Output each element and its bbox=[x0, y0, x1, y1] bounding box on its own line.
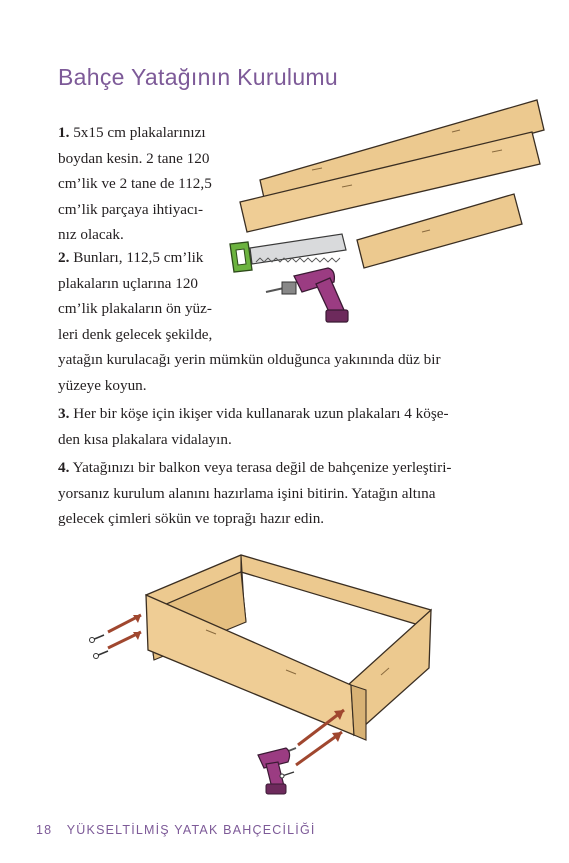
step-line: cm’lik ve 2 tane de 112,5 bbox=[58, 175, 212, 192]
step-line: Yatağınızı bir balkon veya terasa değil de bahçenize yerleştiri- bbox=[72, 459, 452, 476]
wood-plank bbox=[357, 194, 522, 268]
power-drill-icon bbox=[258, 748, 296, 794]
step-line: den kısa plakalara vidalayın. bbox=[58, 430, 232, 448]
step-number: 2. bbox=[58, 249, 70, 266]
page-number: 18 bbox=[36, 823, 53, 837]
step-2 bbox=[58, 245, 223, 347]
step-2-continued bbox=[58, 347, 472, 398]
page-title: Bahçe Yatağının Kurulumu bbox=[58, 64, 338, 90]
step-line: plakaların uçlarına 120 bbox=[58, 274, 199, 292]
book-title: YÜKSELTİLMİŞ YATAK BAHÇECİLİĞİ bbox=[66, 823, 316, 837]
step-line: cm’lik parçaya ihtiyacı- bbox=[58, 200, 204, 218]
step-number: 3. bbox=[58, 405, 70, 422]
step-number: 4. bbox=[58, 459, 70, 476]
step-line: Her bir köşe için ikişer vida kullanarak uzun plakaları 4 köşe- bbox=[73, 405, 449, 422]
step-3 bbox=[58, 401, 472, 452]
step-4 bbox=[58, 455, 472, 532]
step-line: leri denk gelecek şekilde, bbox=[58, 325, 213, 343]
raised-bed-frame-illustration bbox=[86, 550, 446, 800]
step-line: 5x15 cm plakalarınızı bbox=[73, 124, 206, 141]
step-line: yüzeye koyun. bbox=[58, 376, 147, 394]
screw-arrows-left bbox=[90, 615, 142, 659]
step-line: nız olacak. bbox=[58, 226, 124, 243]
step-line: gelecek çimleri sökün ve toprağı hazır edin. bbox=[58, 510, 325, 527]
wood-planks-illustration bbox=[222, 92, 557, 332]
step-line: Bunları, 112,5 cm’lik bbox=[73, 249, 204, 266]
step-1 bbox=[58, 120, 223, 248]
step-line: boydan kesin. 2 tane 120 bbox=[58, 149, 210, 167]
page-footer bbox=[36, 823, 316, 837]
power-drill-icon bbox=[266, 268, 348, 322]
hand-saw-icon bbox=[230, 234, 346, 272]
step-line: yatağın kurulacağı yerin mümkün olduğunca yakınında düz bir bbox=[58, 351, 441, 368]
step-number: 1. bbox=[58, 124, 70, 141]
step-line: yorsanız kurulum alanını hazırlama işini bitirin. Yatağın altına bbox=[58, 484, 436, 502]
step-line: cm’lik plakaların ön yüz- bbox=[58, 300, 212, 317]
